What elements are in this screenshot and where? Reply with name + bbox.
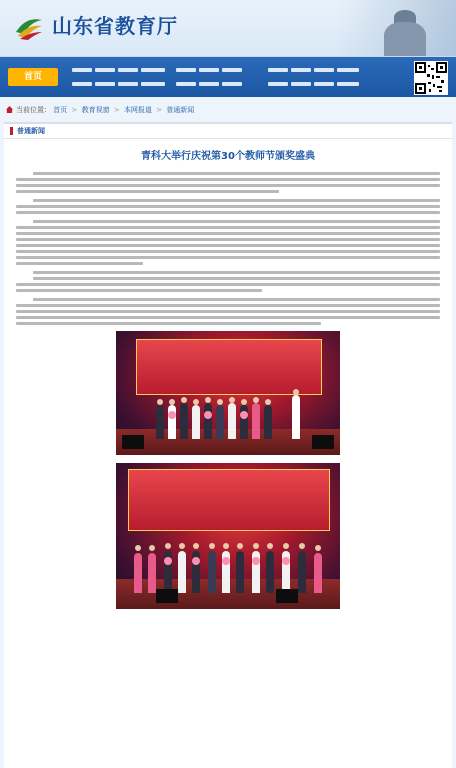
banner-figure-image (336, 0, 456, 56)
site-banner (0, 0, 456, 57)
nav-menu-item[interactable] (222, 68, 242, 72)
breadcrumb-home[interactable]: 首页 (53, 106, 68, 114)
nav-menu-item[interactable] (337, 68, 359, 72)
ceremony-photo-1 (116, 331, 340, 455)
nav-menu-item[interactable] (95, 68, 115, 72)
breadcrumb-separator: > (71, 106, 78, 114)
nav-menu-item[interactable] (141, 68, 165, 72)
nav-menu-group (176, 63, 242, 91)
nav-menu-item[interactable] (291, 68, 311, 72)
nav-menu-group (268, 63, 359, 91)
article-panel (4, 122, 452, 768)
nav-menu-item[interactable] (291, 82, 311, 86)
nav-menu-item[interactable] (176, 82, 196, 86)
breadcrumb-separator: > (113, 106, 120, 114)
nav-home-button[interactable]: 首页 (8, 68, 58, 86)
section-label: 普通新闻 (17, 127, 45, 135)
breadcrumb-separator: > (156, 106, 163, 114)
nav-menu-item[interactable] (176, 68, 196, 72)
nav-menu-item[interactable] (118, 68, 138, 72)
section-header (4, 124, 452, 139)
breadcrumb-general-news[interactable]: 普通新闻 (166, 106, 195, 114)
nav-menu-item[interactable] (118, 82, 138, 86)
nav-menu-item[interactable] (222, 82, 242, 86)
article-title: 青科大举行庆祝第30个教师节颁奖盛典 (141, 151, 315, 162)
qr-code-icon (414, 61, 448, 95)
nav-menu-group (72, 63, 165, 91)
home-icon (6, 106, 13, 113)
nav-menu-item[interactable] (72, 68, 92, 72)
main-navigation (0, 57, 456, 97)
nav-menu-item[interactable] (141, 82, 165, 86)
breadcrumb (0, 101, 456, 119)
section-marker (10, 127, 13, 135)
article-body (4, 172, 452, 325)
breadcrumb-prefix: 当前位置： (16, 106, 51, 114)
breadcrumb-edu-window[interactable]: 教育视窗 (81, 106, 110, 114)
breadcrumb-site-reports[interactable]: 本网报道 (123, 106, 152, 114)
nav-menu-item[interactable] (268, 68, 288, 72)
site-title[interactable]: 山东省教育厅 (52, 14, 178, 38)
nav-menu-item[interactable] (314, 68, 334, 72)
nav-menu-item[interactable] (72, 82, 92, 86)
nav-menu-item[interactable] (199, 68, 219, 72)
site-logo-icon[interactable] (14, 12, 44, 42)
nav-menu-item[interactable] (337, 82, 359, 86)
nav-menu-item[interactable] (95, 82, 115, 86)
nav-menu-item[interactable] (268, 82, 288, 86)
nav-menu-item[interactable] (314, 82, 334, 86)
nav-menu-item[interactable] (199, 82, 219, 86)
ceremony-photo-2 (116, 463, 340, 609)
